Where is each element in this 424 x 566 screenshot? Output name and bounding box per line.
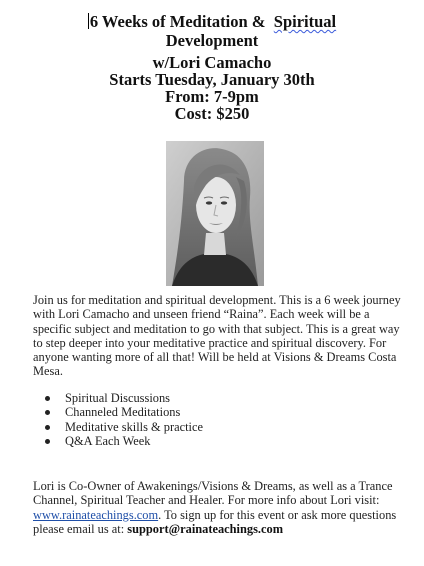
flyer-title-line-2: Development	[165, 31, 259, 50]
bio-text-start: Lori is Co-Owner of Awakenings/Visions & Dreams, as well as a Trance Channel, Spiritual Teacher and Healer. For more info about Lori visit:	[33, 479, 393, 508]
list-item: Spiritual Discussions	[33, 391, 373, 405]
event-description: Join us for meditation and spiritual development. This is a 6 week journey with Lori Camacho and unseen friend “Raina”. Each week will be a specific subject and meditation to go with that subject. This is a great way to step deeper into your meditative practice and spiritual discovery. For anyone wanting more of all that! Will be held at Visions & Dreams Costa Mesa.	[33, 293, 401, 379]
host-bio	[33, 479, 408, 536]
host-line: w/Lori Camacho	[152, 53, 272, 72]
text-cursor	[88, 13, 89, 29]
website-link[interactable]: www.rainateachings.com	[33, 507, 159, 522]
list-item: Meditative skills & practice	[33, 420, 373, 434]
event-details	[0, 55, 424, 123]
topics-list	[33, 391, 373, 448]
flyer-title	[0, 13, 424, 30]
host-portrait-photo	[166, 141, 264, 286]
start-date-line: Starts Tuesday, January 30th	[109, 70, 315, 89]
list-item: Q&A Each Week	[33, 434, 373, 448]
time-line: From: 7-9pm	[165, 87, 259, 106]
bio-text-middle: . To sign up for this event or ask more questions please email us at:	[33, 507, 397, 536]
cost-line: Cost: $250	[174, 104, 250, 123]
title-part-2: Spiritual	[273, 12, 337, 31]
title-part-1: 6 Weeks of Meditation &	[89, 12, 266, 31]
list-item: Channeled Meditations	[33, 405, 373, 419]
contact-email[interactable]: support@rainateachings.com	[127, 521, 284, 536]
